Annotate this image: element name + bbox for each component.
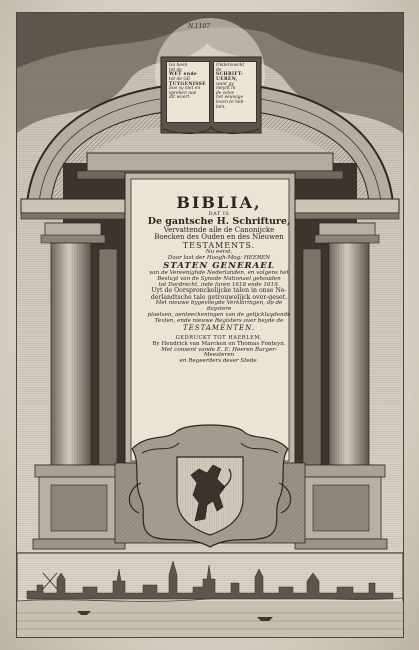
book-right-line: de selve bbox=[216, 90, 235, 96]
title-line-10: Met nieuwe bygevoegde Verklaringen, op de duystere bbox=[155, 300, 283, 313]
imprint-consent-2: en Regeerders deser Stede. bbox=[179, 358, 259, 365]
title-line-5: van de Vereenighde Nederlanden, en volgens het bbox=[149, 269, 289, 276]
title-door-last: Door last der Hoogh-Mog: HEEREN bbox=[167, 254, 271, 261]
book-right-line: leven te heb- bbox=[216, 100, 245, 105]
book-right-line: SCHRIFT- bbox=[216, 72, 244, 78]
book-left-line: Soo sy niet en bbox=[169, 86, 201, 92]
title-dat-is: DAT IS bbox=[208, 210, 230, 217]
title-staten-generael: STATEN GENERAEL bbox=[163, 260, 275, 271]
title-line-1: De gantsche H. Schrifture, bbox=[147, 216, 291, 228]
book-left-line: tot de GE- bbox=[169, 76, 192, 82]
page-number: N.1107 bbox=[188, 23, 211, 30]
book-left-line: tot de bbox=[169, 67, 182, 73]
title-line-9: derlandtsche tale getrouwelijck over-geset. bbox=[150, 293, 288, 301]
book-right-line: Ondersoeckt bbox=[216, 63, 245, 68]
imprint-consent-1: Met consent vande E. E. Heeren Burger-Meesteren bbox=[161, 346, 277, 359]
book-left-page bbox=[166, 61, 210, 123]
title-line-4: TESTAMENTS. bbox=[182, 240, 256, 250]
imprint-gedruckt: GEDRUCKT TOT HAERLEM, bbox=[175, 335, 263, 342]
title-line-7: tot Dordrecht, inde Iaren 1618 ende 1619. bbox=[158, 281, 280, 288]
book-right-line: het eeuwige bbox=[216, 95, 244, 101]
imprint-printers: By Hendrick van Marcken en Thomas Fonteyn. bbox=[152, 340, 286, 347]
book-right-page bbox=[213, 61, 257, 123]
title-line-2: Vervattende alle de Canonijcke bbox=[163, 226, 275, 235]
title-testamenten: TESTAMENTEN. bbox=[183, 323, 255, 332]
title-line-12: Texten, ende nieuwe Registers over beyde de bbox=[154, 317, 284, 324]
title-line-3: Boecken des Ouden en des Nieuwen bbox=[154, 233, 284, 242]
book-right-line: ben. bbox=[216, 104, 226, 110]
book-right-line: de bbox=[216, 67, 222, 73]
title-nu-eerst: Nu eerst, bbox=[205, 249, 233, 256]
title-inscription bbox=[146, 189, 292, 365]
book-left-line: TUYGENISSE bbox=[169, 81, 206, 87]
book-right-line: want gy bbox=[216, 81, 234, 87]
book-right-line: meynt in bbox=[216, 86, 236, 92]
open-book bbox=[163, 57, 261, 131]
title-main: BIBLIA, bbox=[176, 193, 262, 212]
title-line-11: plaetsen, aenteeckeningen van de gelijckluydende bbox=[147, 312, 291, 319]
engraved-plate bbox=[16, 12, 404, 638]
title-line-6: Besluyt van de Synode Nationael gehouden bbox=[157, 275, 281, 282]
book-left-line: dit woort. bbox=[169, 95, 191, 101]
book-left-line: spreken nae bbox=[169, 90, 197, 96]
book-left-line: WET ende bbox=[169, 72, 198, 78]
book-left-line: Ga heen bbox=[169, 63, 188, 68]
title-line-8: Uyt de Oorspronckelijcke talen in onse Ne- bbox=[151, 287, 287, 295]
book-right-line: UEREN, bbox=[216, 76, 238, 82]
